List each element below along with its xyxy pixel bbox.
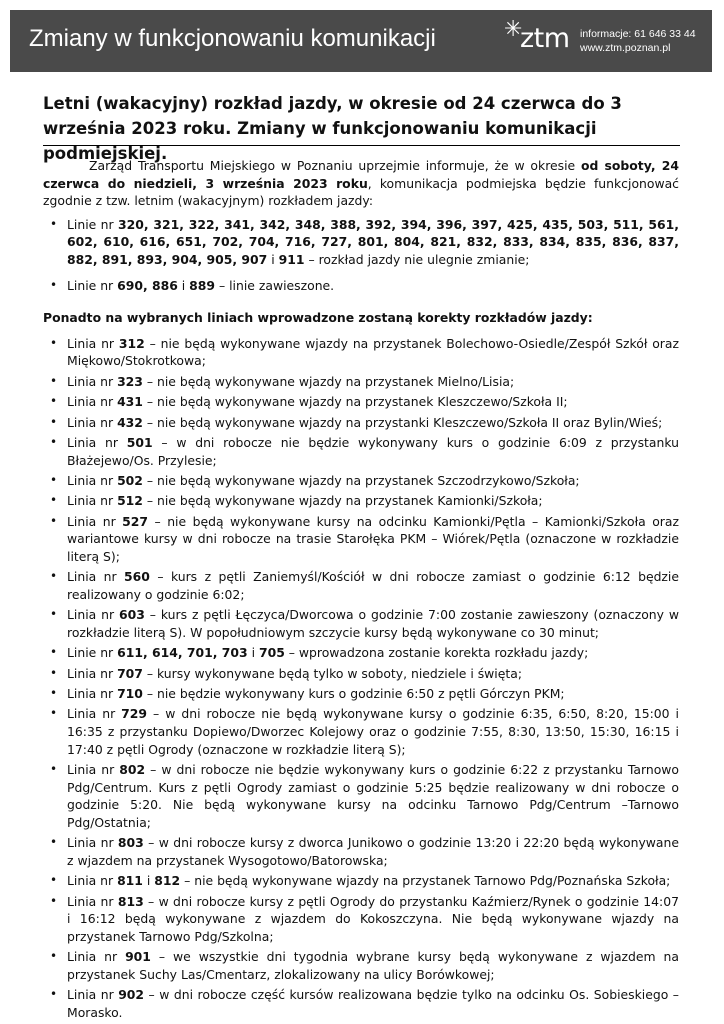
item-text: Linia nr: [67, 893, 118, 909]
header-banner: [10, 10, 712, 72]
list-item: [43, 685, 679, 703]
line-number: 911: [278, 251, 305, 267]
line-number: 812: [154, 873, 181, 889]
list-item: [43, 513, 679, 566]
contact-phone: informacje: 61 646 33 44: [580, 28, 696, 40]
item-text: – rozkład jazdy nie ulegnie zmianie;: [304, 251, 530, 267]
header-title: Zmiany w funkcjonowaniu komunikacji: [29, 25, 436, 52]
item-text: – w dni robocze część kursów realizowana będzie tylko na odcinku Os. Sobieskiego – Morasko.: [67, 987, 679, 1020]
item-text: Linia nr: [67, 706, 122, 722]
line-number: 323: [117, 373, 143, 389]
item-text: Linia nr: [67, 835, 118, 851]
item-text: Linia nr: [67, 686, 118, 701]
list-item: [43, 872, 679, 890]
star-icon: ✳: [504, 17, 523, 42]
list-item: [43, 373, 679, 391]
item-text: Linie nr: [67, 216, 119, 232]
logo-text: ztm: [520, 23, 570, 54]
item-text: Linia nr: [67, 434, 127, 450]
corrections-heading: Ponadto na wybranych liniach wprowadzone zostaną korekty rozkładów jazdy:: [43, 310, 593, 326]
item-text: Linia nr: [67, 873, 118, 889]
item-text: Linia nr: [67, 472, 118, 488]
list-item: [43, 665, 679, 683]
line-number: 811: [117, 873, 143, 889]
line-number: 729: [121, 706, 148, 722]
list-item: [43, 893, 679, 946]
list-item: [43, 335, 679, 370]
list-item: [43, 705, 679, 758]
line-number: 527: [122, 513, 149, 529]
item-text: – wprowadzona zostanie korekta rozkładu jazdy;: [284, 645, 589, 661]
item-text: i: [267, 251, 279, 267]
ztm-logo: [504, 17, 570, 61]
item-text: Linie nr: [67, 645, 118, 661]
intro-text-end: , komunikacja podmiejska będzie funkcjonować zgodnie z tzw. letnim (wakacyjnym) rozkładem jazdy:: [43, 175, 679, 209]
corrections-list: [43, 335, 679, 1022]
item-text: – nie będą wykonywane wjazdy na przystanek Kamionki/Szkoła;: [142, 493, 543, 509]
item-text: – we wszystkie dni tygodnia wybrane kursy będą wykonywane z wjazdem na przystanek Suchy Las/Cmentarz, zlokalizowany na ulicy Borówkowej;: [67, 949, 679, 982]
line-number: 889: [189, 277, 216, 293]
item-text: i: [177, 277, 190, 293]
list-item: [43, 492, 679, 510]
item-text: – nie będą wykonywane wjazdy na przystanek Bolechowo-Osiedle/Zespół Szkół oraz Miękowo/Stokrotkowa;: [67, 335, 679, 369]
line-number: 603: [119, 607, 145, 623]
list-item: [43, 568, 679, 603]
item-text: Linia nr: [67, 335, 119, 351]
line-number: 431: [117, 394, 143, 410]
item-text: – nie będą wykonywane wjazdy na przystanek Tarnowo Pdg/Poznańska Szkoła;: [180, 873, 671, 889]
list-item: [43, 414, 679, 432]
intro-text: Zarząd Transportu Miejskiego w Poznaniu uprzejmie informuje, że w okresie: [89, 158, 581, 173]
list-item: [43, 393, 679, 411]
list-item: [43, 434, 679, 469]
line-number: 802: [119, 761, 146, 777]
line-number: 512: [117, 493, 143, 509]
item-text: i: [247, 645, 259, 661]
line-number: 501: [126, 434, 153, 450]
item-text: – kurs z pętli Zaniemyśl/Kościół w dni robocze zamiast o godzinie 6:12 będzie realizowany o godzinie 6:02;: [67, 569, 679, 602]
item-text: – nie będą wykonywane wjazdy na przystanek Kleszczewo/Szkoła II;: [142, 394, 568, 410]
item-text: Linia nr: [67, 761, 120, 777]
line-number: 611, 614, 701, 703: [117, 645, 248, 661]
item-text: Linie nr: [67, 277, 118, 293]
line-number: 502: [117, 472, 143, 488]
item-text: i: [142, 873, 155, 889]
item-text: Linia nr: [67, 414, 118, 430]
list-item: [43, 986, 679, 1021]
contact-info: [580, 27, 696, 55]
list-item: [43, 948, 679, 983]
item-text: Linia nr: [67, 665, 118, 681]
document-body: [43, 157, 679, 1024]
item-text: – nie będą wykonywane kursy na odcinku Kamionki/Pętla – Kamionki/Szkoła oraz wariantowe kursy w dni robocze na trasie Starołęka PKM – Wiórek/Pętla (oznaczone w rozkładzie literą S);: [67, 513, 679, 564]
line-number: 901: [125, 949, 151, 965]
general-lines-list: [43, 216, 679, 294]
item-text: Linia nr: [67, 569, 125, 585]
item-text: – w dni robocze nie będzie wykonywany kurs o godzinie 6:22 z przystanku Tarnowo Pdg/Centrum. Kurs z pętli Ogrody zamiast o godzinie 5:25 będzie realizowany w dni robocze o godzinie 5:20. Nie będą wykonywane kursy na odcinku Tarnowo Pdg/Centrum –Tarnowo Pdg/Ostatnia;: [67, 761, 680, 830]
list-item: [43, 606, 679, 641]
list-item: [43, 834, 679, 869]
line-number: 312: [118, 335, 145, 351]
list-item: [43, 761, 679, 831]
item-text: Linia nr: [67, 949, 126, 965]
headline: Letni (wakacyjny) rozkład jazdy, w okresie od 24 czerwca do 3 września 2023 roku. Zmiany w funkcjonowaniu komunikacji podmiejskiej.: [43, 94, 622, 163]
contact-website: www.ztm.poznan.pl: [580, 42, 671, 54]
line-number: 710: [117, 686, 143, 701]
line-number: 560: [124, 569, 150, 585]
intro-date-range: od soboty, 24 czerwca do niedzieli, 3 września 2023 roku: [43, 158, 679, 191]
item-text: Linia nr: [67, 513, 123, 529]
list-item: [43, 216, 679, 269]
item-text: – linie zawieszone.: [215, 277, 335, 293]
item-text: – w dni robocze nie będą wykonywane kursy o godzinie 6:35, 6:50, 8:20, 15:00 i 16:35 z przystanku Dopiewo/Dworzec Kolejowy oraz o godzinie 7:55, 8:30, 13:50, 15:30, 16:15 i 17:40 z pętli Ogrody (oznaczone w rozkładzie literą S);: [67, 706, 679, 757]
item-text: Linia nr: [67, 394, 118, 410]
item-text: Linia nr: [67, 373, 118, 389]
item-text: Linia nr: [67, 987, 119, 1003]
list-item: [43, 472, 679, 490]
intro-paragraph: [43, 157, 679, 210]
item-text: – nie będzie wykonywany kurs o godzinie 6:50 z pętli Górczyn PKM;: [142, 686, 565, 701]
line-number: 690, 886: [117, 277, 178, 293]
item-text: – nie będą wykonywane wjazdy na przystanek Mielno/Lisia;: [142, 373, 515, 389]
line-number: 813: [117, 893, 144, 909]
list-item: [43, 277, 679, 295]
item-text: Linia nr: [67, 607, 119, 623]
line-number: 803: [117, 835, 144, 851]
item-text: – kurs z pętli Łęczyca/Dworcowa o godzinie 7:00 zostanie zawieszony (oznaczony w rozkładzie literą S). W popołudniowym szczycie kursy będą wykonywane co 30 minut;: [67, 607, 679, 640]
line-number: 707: [117, 665, 143, 681]
line-number: 432: [117, 414, 143, 430]
item-text: – w dni robocze kursy z pętli Ogrody do przystanku Kaźmierz/Rynek o godzinie 14:07 i 16:12 będą wykonywane z wjazdem do Kokoszczyna. Nie będą wykonywane wjazdy na przystanek Tarnowo Pdg/Szkolna;: [67, 893, 680, 944]
item-text: – kursy wykonywane będą tylko w soboty, niedziele i święta;: [142, 665, 523, 681]
line-number: 902: [118, 987, 145, 1003]
item-text: – w dni robocze nie będzie wykonywany kurs o godzinie 6:09 z przystanku Błażejewo/Os. Przylesie;: [67, 434, 680, 468]
line-number: 705: [258, 645, 285, 661]
item-text: – nie będą wykonywane wjazdy na przystanek Szczodrzykowo/Szkoła;: [142, 472, 580, 488]
item-text: – nie będą wykonywane wjazdy na przystanki Kleszczewo/Szkoła II oraz Bylin/Wieś;: [142, 414, 663, 430]
item-text: Linia nr: [67, 493, 118, 509]
item-text: – w dni robocze kursy z dworca Junikowo o godzinie 13:20 i 22:20 będą wykonywane z wjazdem na przystanek Wysogotowo/Batorowska;: [67, 835, 679, 868]
line-number: 320, 321, 322, 341, 342, 348, 388, 392, 394, 396, 397, 425, 435, 503, 511, 561, 602, 610, 616, 651, 702, 704, 716, 727, 801, 804, 821, 832, 833, 834, 835, 836, 837, 882, 891, 893, 904, 905, 907: [67, 216, 679, 267]
headline-divider: [43, 145, 680, 146]
list-item: [43, 644, 679, 662]
